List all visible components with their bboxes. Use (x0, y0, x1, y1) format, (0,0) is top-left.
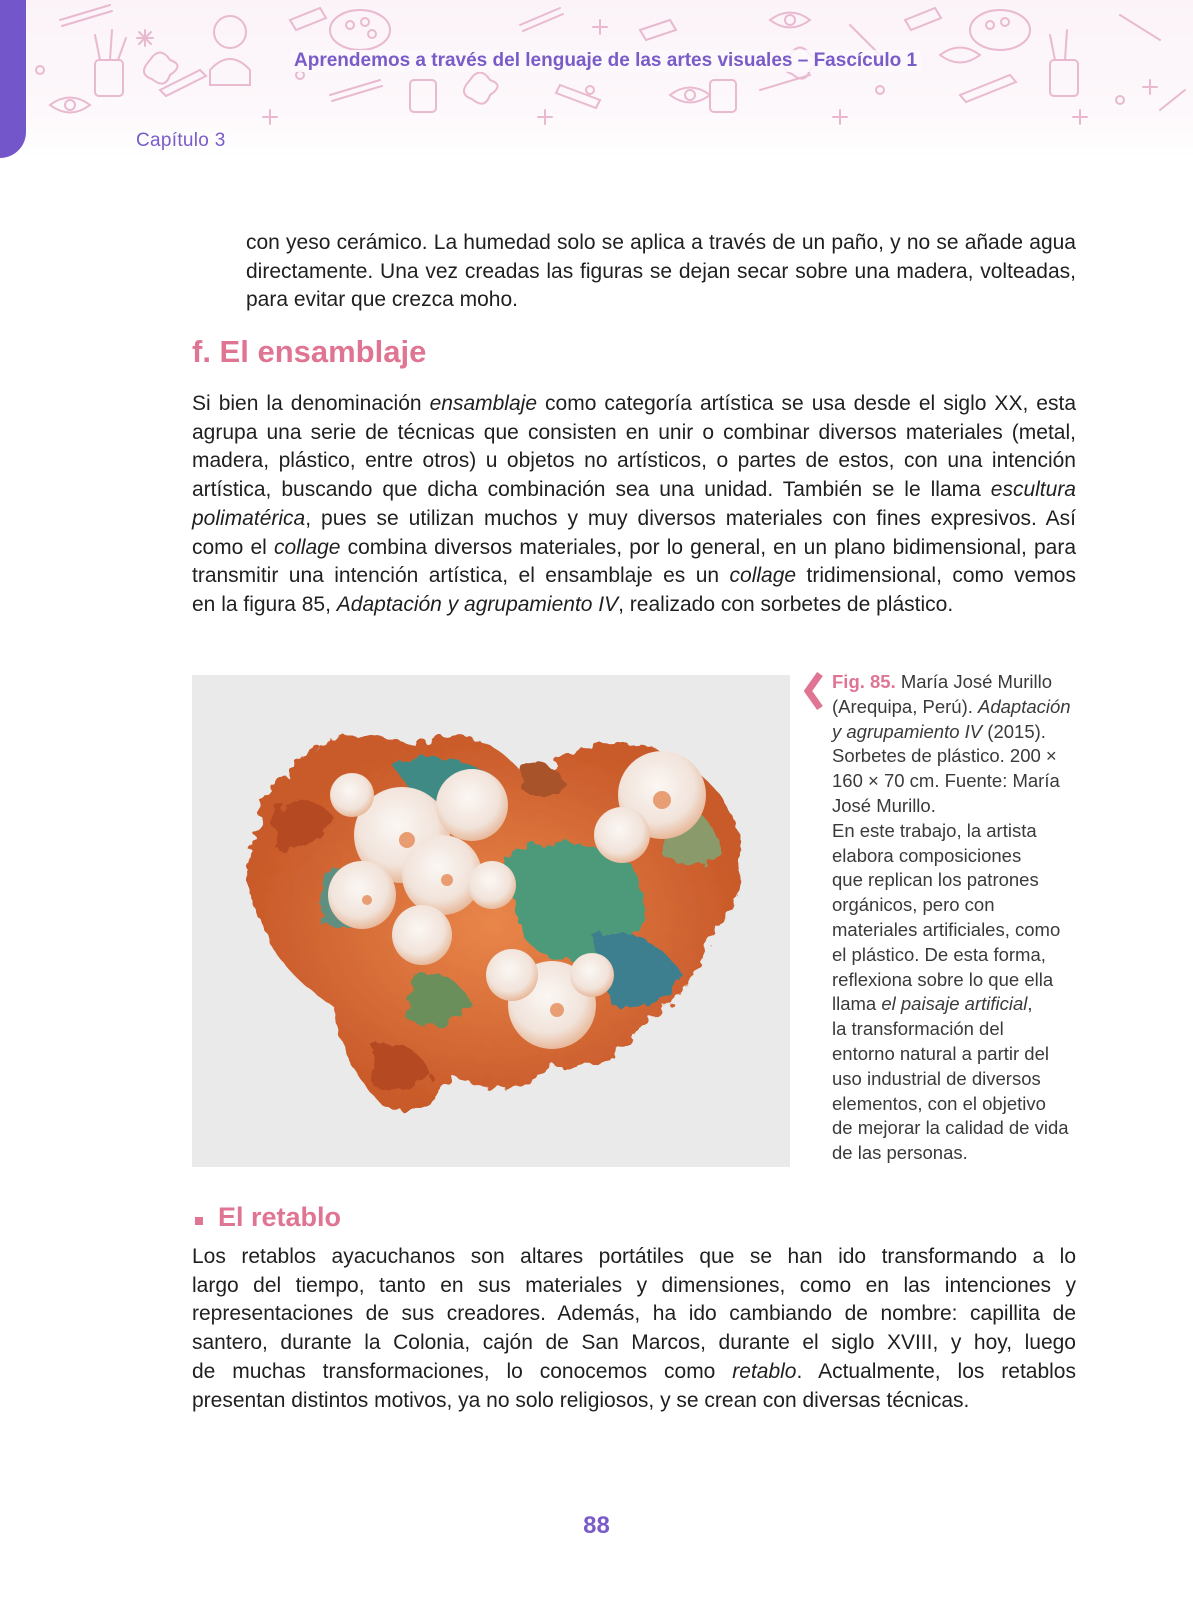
figure-85-caption (832, 670, 1080, 1166)
caption-line: En este trabajo, la artista (832, 819, 1037, 841)
caption-line: la transformación del (832, 1018, 1004, 1040)
ensamblaje-line (192, 390, 1076, 419)
italic-term: collage (273, 535, 341, 559)
retablo-line: largo del tiempo, tanto en sus materiales y dimensiones, como en las intenciones y (192, 1273, 1076, 1297)
ensamblaje-line (192, 505, 1076, 534)
text-run: combina diversos materiales, por lo general, en un plano bidimensional, para (347, 535, 1076, 559)
caption-line: José Murillo. (832, 794, 936, 816)
caption-line (832, 992, 1080, 1017)
caption-line: de las personas. (832, 1142, 968, 1164)
italic-term: y agrupamiento IV (832, 720, 983, 742)
chapter-label: Capítulo 3 (136, 130, 226, 151)
italic-term: el paisaje artificial (881, 993, 1028, 1015)
text-run: llama (832, 993, 877, 1015)
caption-line: materiales artificiales, como (832, 918, 1061, 940)
text-run: . Actualmente, los retablos (796, 1359, 1076, 1383)
italic-term: polimatérica (192, 506, 306, 530)
ensamblaje-line (192, 562, 1076, 591)
ensamblaje-line (192, 534, 1076, 563)
intro-paragraph (246, 229, 1076, 315)
bullet-square-icon (195, 1217, 203, 1225)
sculpture-artwork-illustration (192, 675, 790, 1167)
caption-line (832, 720, 1080, 745)
caption-line: elabora composiciones (832, 844, 1022, 866)
text-run: María José Murillo (900, 671, 1053, 692)
text-run: , (1027, 993, 1033, 1015)
caption-line: reflexiona sobre lo que ella (832, 968, 1054, 990)
text-run: , pues se utilizan muchos y muy diversos materiales con fines expresivos. Así (305, 506, 1076, 530)
text-run: (2015). (987, 720, 1046, 742)
italic-term: Adaptación y agrupamiento IV (336, 592, 619, 616)
retablo-line: representaciones de sus creadores. Además, ha ido cambiando de nombre: capillita de (192, 1302, 1076, 1326)
caption-line: orgánicos, pero con (832, 894, 995, 916)
caption-line: entorno natural a partir del (832, 1042, 1049, 1064)
page-number: 88 (583, 1512, 610, 1539)
caption-line: elementos, con el objetivo (832, 1092, 1046, 1114)
italic-term: Adaptación (978, 695, 1071, 717)
caption-line: que replican los patrones (832, 869, 1039, 891)
running-header-title: Aprendemos a través del lenguaje de las artes visuales – Fascículo 1 (290, 50, 921, 72)
ensamblaje-line: agrupa una serie de técnicas que consisten en unir o combinar diversos materiales (metal, (192, 420, 1076, 444)
intro-line: directamente. Una vez creadas las figuras se dejan secar sobre una madera, volteadas, (246, 259, 1076, 283)
retablo-line: Los retablos ayacuchanos son altares portátiles que se han ido transformando a lo (192, 1245, 1076, 1268)
text-run: transmitir una intención artística, el ensamblaje es un (192, 564, 720, 588)
text-run: , realizado con sorbetes de plástico. (618, 592, 954, 616)
retablo-line (192, 1358, 1076, 1387)
retablo-line: santero, durante la Colonia, cajón de San Marcos, durante el siglo XVIII, y hoy, luego (192, 1331, 1076, 1355)
caption-line: el plástico. De esta forma, (832, 943, 1046, 965)
intro-line: con yeso cerámico. La humedad solo se aplica a través de un paño, y no se añade agua (246, 231, 1076, 254)
caption-line (832, 670, 1080, 695)
italic-term: ensamblaje (429, 392, 537, 415)
subsection-heading-retablo: El retablo (218, 1202, 342, 1232)
text-run: de muchas transformaciones, lo conocemos como (192, 1359, 716, 1383)
caption-line: 160 × 70 cm. Fuente: María (832, 770, 1060, 792)
text-run: artística, buscando que dicha combinación sea una unidad. También se le llama (192, 478, 981, 502)
italic-term: escultura (990, 478, 1076, 502)
italic-term: retablo (732, 1359, 797, 1383)
caption-line: Sorbetes de plástico. 200 × (832, 745, 1057, 767)
text-run: tridimensional, como vemos (806, 564, 1076, 588)
retablo-line: presentan distintos motivos, ya no solo religiosos, y se crean con diversas técnicas. (192, 1388, 970, 1412)
chevron-left-icon (802, 670, 826, 712)
figure-85-image (192, 675, 790, 1167)
caption-line (832, 695, 1080, 720)
ensamblaje-paragraph (192, 390, 1076, 620)
ensamblaje-line (192, 591, 1076, 620)
intro-line: para evitar que crezca moho. (246, 288, 518, 312)
section-heading-ensamblaje: f. El ensamblaje (192, 334, 427, 369)
chapter-side-tab (0, 0, 26, 158)
text-run: Si bien la denominación (192, 392, 422, 415)
ensamblaje-line: madera, plástico, entre otros) u objetos no artísticos, o partes de estos, con una intención (192, 449, 1076, 473)
header-band (0, 0, 1193, 158)
text-run: como el (192, 535, 267, 559)
retablo-paragraph (192, 1243, 1076, 1415)
ensamblaje-line (192, 476, 1076, 505)
italic-term: collage (729, 564, 797, 588)
caption-line: de mejorar la calidad de vida (832, 1117, 1069, 1139)
caption-line: uso industrial de diversos (832, 1067, 1041, 1089)
text-run: como categoría artística se usa desde el siglo XX, esta (545, 392, 1076, 415)
figure-reference: Fig. 85. (832, 671, 896, 692)
text-run: en la figura 85, (192, 592, 331, 616)
text-run: (Arequipa, Perú). (832, 695, 973, 717)
